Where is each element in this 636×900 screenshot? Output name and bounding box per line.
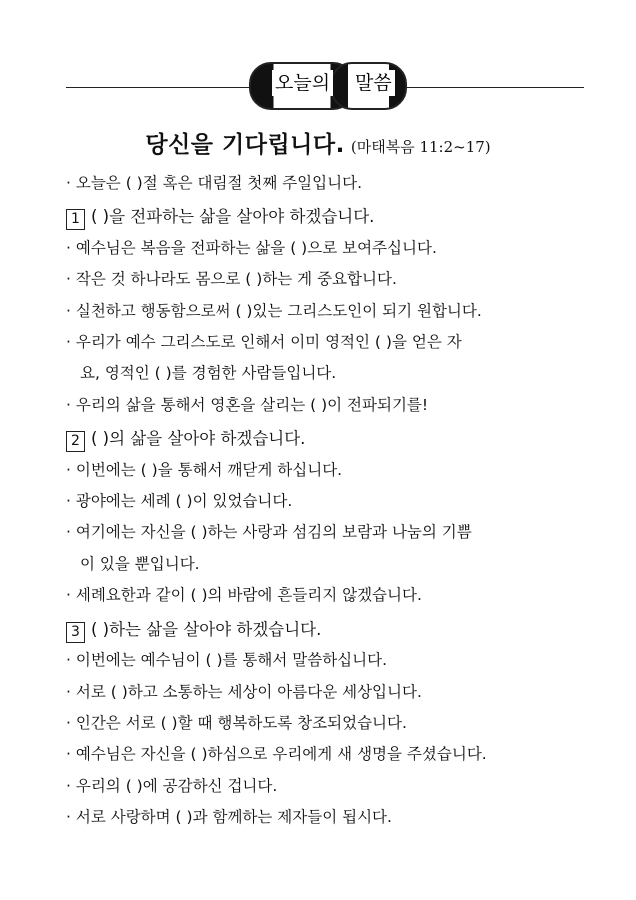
section-heading-text: ( )하는 삶을 살아야 하겠습니다. bbox=[91, 619, 322, 639]
section-number: 3 bbox=[66, 622, 85, 643]
list-item: · 이번에는 예수님이 ( )를 통해서 말씀하십니다. bbox=[66, 651, 388, 670]
list-item: · 이번에는 ( )을 통해서 깨닫게 하십니다. bbox=[66, 460, 343, 479]
list-item: · 우리가 예수 그리스도로 인해서 이미 영적인 ( )을 얻은 자 bbox=[66, 333, 462, 352]
list-item: · 여기에는 자신을 ( )하는 사랑과 섬김의 보람과 나눔의 기쁨 bbox=[66, 523, 472, 542]
pill-label-left: 오늘의 bbox=[272, 70, 333, 96]
section-heading-text: ( )의 삶을 살아야 하겠습니다. bbox=[91, 429, 306, 449]
list-item: · 서로 ( )하고 소통하는 세상이 아름다운 세상입니다. bbox=[66, 682, 422, 701]
header bbox=[0, 0, 636, 120]
list-item: · 서로 사랑하며 ( )과 함께하는 제자들이 됩시다. bbox=[66, 808, 392, 827]
section-heading-text: ( )을 전파하는 삶을 살아야 하겠습니다. bbox=[91, 207, 375, 227]
list-item-continuation: 이 있을 뿐입니다. bbox=[80, 554, 200, 573]
list-item: · 우리의 ( )에 공감하신 겁니다. bbox=[66, 776, 278, 795]
list-item: · 세례요한과 같이 ( )의 바람에 흔들리지 않겠습니다. bbox=[66, 586, 422, 605]
scripture-reference: (마태복음 11:2~17) bbox=[350, 138, 491, 156]
list-item: · 광야에는 세례 ( )이 있었습니다. bbox=[66, 492, 293, 511]
section-number: 1 bbox=[66, 209, 85, 230]
list-item: · 예수님은 복음을 전파하는 삶을 ( )으로 보여주십니다. bbox=[66, 238, 437, 257]
section-heading bbox=[66, 423, 586, 454]
pill-label-right: 말씀 bbox=[352, 70, 395, 96]
sermon-title: 당신을 기다립니다. bbox=[145, 132, 345, 158]
list-item-continuation: 요, 영적인 ( )를 경험한 사람들입니다. bbox=[80, 364, 337, 383]
list-item: · 우리의 삶을 통해서 영혼을 살리는 ( )이 전파되기를! bbox=[66, 395, 429, 414]
list-item: · 예수님은 자신을 ( )하심으로 우리에게 새 생명을 주셨습니다. bbox=[66, 745, 487, 764]
intro-line: · 오늘은 ( )절 혹은 대림절 첫째 주일입니다. bbox=[66, 174, 363, 192]
section-number: 2 bbox=[66, 431, 85, 452]
sermon-outline bbox=[66, 168, 586, 834]
list-item: · 작은 것 하나라도 몸으로 ( )하는 게 중요합니다. bbox=[66, 270, 397, 289]
section-heading bbox=[66, 201, 586, 232]
section-heading bbox=[66, 614, 586, 645]
sermon-title-row bbox=[0, 126, 636, 159]
list-item: · 실천하고 행동함으로써 ( )있는 그리스도인이 되기 원합니다. bbox=[66, 301, 482, 320]
list-item: · 인간은 서로 ( )할 때 행복하도록 창조되었습니다. bbox=[66, 713, 407, 732]
